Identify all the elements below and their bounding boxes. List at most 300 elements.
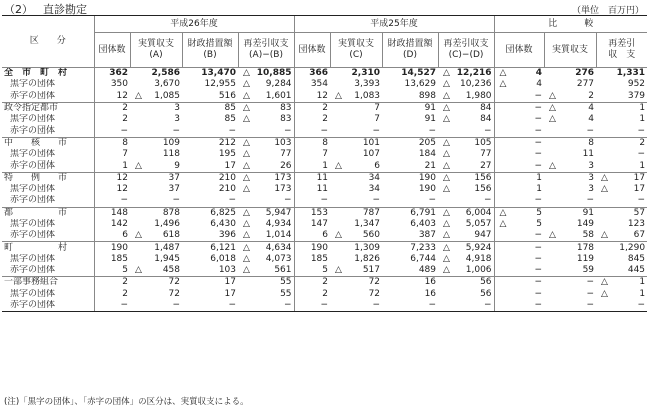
row-label bbox=[2, 184, 94, 195]
negative-marker: △ bbox=[243, 207, 250, 218]
table-cell bbox=[330, 68, 382, 80]
cell-value: 1 bbox=[536, 184, 543, 195]
negative-marker: △ bbox=[499, 219, 507, 229]
cell-value: 5 bbox=[122, 265, 128, 276]
table-cell bbox=[596, 277, 647, 289]
table-cell bbox=[494, 230, 544, 242]
table-cell bbox=[494, 184, 544, 195]
table-cell bbox=[438, 79, 494, 90]
table-cell bbox=[238, 289, 294, 300]
table-cell bbox=[330, 114, 382, 125]
negative-marker: △ bbox=[499, 68, 507, 79]
table-cell bbox=[238, 300, 294, 312]
cell-value: − bbox=[586, 195, 595, 206]
section-column-header: 区 分 bbox=[2, 16, 94, 68]
cell-value: 185 bbox=[310, 253, 329, 264]
cell-value: 3 bbox=[174, 103, 180, 114]
cell-value: − bbox=[228, 125, 236, 136]
cell-value: 379 bbox=[627, 90, 646, 101]
fy26-header: 平成26年度 bbox=[94, 16, 294, 33]
table-cell bbox=[330, 300, 382, 312]
cmp-col-header bbox=[544, 33, 596, 68]
cell-value: 1 bbox=[639, 277, 646, 288]
cell-value: 350 bbox=[110, 79, 128, 90]
table-cell bbox=[596, 230, 647, 242]
cell-value: − bbox=[534, 288, 543, 299]
cell-value: 3 bbox=[588, 184, 595, 195]
cell-value: 84 bbox=[480, 103, 492, 114]
table-cell bbox=[182, 172, 238, 184]
cell-value: 156 bbox=[474, 172, 492, 183]
table-cell bbox=[94, 149, 130, 160]
table-cell bbox=[544, 79, 596, 90]
table-cell bbox=[544, 265, 596, 277]
row-label bbox=[2, 195, 94, 207]
cell-value: 12 bbox=[316, 90, 329, 101]
table-row bbox=[2, 289, 647, 300]
table-cell bbox=[294, 102, 330, 114]
unit-label: （単位 百万円） bbox=[571, 6, 644, 16]
table-cell bbox=[494, 172, 544, 184]
table-cell bbox=[182, 289, 238, 300]
table-cell bbox=[494, 242, 544, 254]
cell-value: − bbox=[637, 300, 646, 311]
cell-value: 195 bbox=[218, 149, 236, 160]
table-cell bbox=[438, 137, 494, 149]
cell-value: 2,586 bbox=[151, 68, 180, 79]
row-label-text: 赤字の団体 bbox=[10, 300, 56, 311]
table-cell bbox=[544, 91, 596, 103]
negative-marker: △ bbox=[601, 288, 608, 299]
table-cell bbox=[238, 195, 294, 207]
row-label-text: 赤字の団体 bbox=[10, 230, 56, 241]
negative-marker: △ bbox=[443, 79, 450, 90]
table-cell bbox=[182, 230, 238, 242]
cell-value: − bbox=[534, 160, 543, 171]
negative-marker: △ bbox=[443, 149, 450, 160]
table-row bbox=[2, 242, 647, 254]
table-cell bbox=[382, 79, 438, 90]
cell-value: 277 bbox=[576, 79, 595, 90]
cell-value: 1 bbox=[639, 103, 646, 114]
table-cell bbox=[494, 149, 544, 160]
cell-value: 9 bbox=[174, 160, 180, 171]
table-cell bbox=[438, 242, 494, 254]
cell-value: − bbox=[320, 300, 329, 311]
col-header-sub: (A)−(B) bbox=[249, 50, 283, 60]
cell-value: 1 bbox=[536, 172, 543, 183]
row-label-text: 特 例 市 bbox=[4, 172, 68, 183]
table-cell bbox=[382, 172, 438, 184]
negative-marker: △ bbox=[243, 219, 250, 229]
table-cell bbox=[130, 265, 182, 277]
cell-value: 205 bbox=[418, 137, 437, 148]
cell-value: 2 bbox=[322, 288, 329, 299]
table-cell bbox=[238, 230, 294, 242]
table-cell bbox=[94, 207, 130, 219]
table-cell bbox=[438, 172, 494, 184]
fy25-header: 平成25年度 bbox=[294, 16, 494, 33]
cell-value: 123 bbox=[627, 219, 646, 229]
col-header-sub: (B) bbox=[203, 50, 217, 60]
negative-marker: △ bbox=[243, 172, 250, 183]
table-cell bbox=[494, 91, 544, 103]
row-label bbox=[2, 242, 94, 254]
table-cell bbox=[330, 219, 382, 230]
negative-marker: △ bbox=[243, 265, 250, 276]
table-cell bbox=[238, 277, 294, 289]
cell-value: 8 bbox=[588, 137, 595, 148]
cell-value: 1,945 bbox=[154, 253, 180, 264]
table-cell bbox=[596, 289, 647, 300]
cell-value: 6,121 bbox=[210, 242, 236, 253]
table-cell bbox=[330, 277, 382, 289]
table-cell bbox=[94, 102, 130, 114]
cell-value: − bbox=[120, 300, 128, 311]
table-cell bbox=[294, 289, 330, 300]
table-cell bbox=[438, 265, 494, 277]
table-cell bbox=[494, 160, 544, 172]
cell-value: 4,073 bbox=[265, 253, 292, 264]
cell-value: − bbox=[483, 125, 492, 136]
cell-value: 27 bbox=[480, 160, 492, 171]
cell-value: 67 bbox=[633, 230, 646, 241]
table-cell bbox=[544, 68, 596, 80]
negative-marker: △ bbox=[135, 160, 142, 171]
fy25-col-header bbox=[294, 33, 330, 68]
cell-value: − bbox=[534, 90, 543, 101]
negative-marker: △ bbox=[243, 242, 250, 253]
cell-value: − bbox=[534, 300, 543, 311]
cell-value: 878 bbox=[162, 207, 180, 218]
table-cell bbox=[94, 230, 130, 242]
col-header-name: 再差引 bbox=[608, 39, 636, 49]
table-cell bbox=[330, 137, 382, 149]
cell-value: 1 bbox=[122, 160, 128, 171]
section-number: （2） bbox=[4, 3, 33, 16]
cell-value: 56 bbox=[480, 288, 492, 299]
table-cell bbox=[494, 125, 544, 137]
table-cell bbox=[182, 114, 238, 125]
cell-value: 2 bbox=[322, 277, 329, 288]
table-cell bbox=[438, 300, 494, 312]
row-label-text: 黒字の団体 bbox=[10, 149, 56, 160]
cell-value: 4,934 bbox=[265, 219, 292, 229]
table-cell bbox=[294, 230, 330, 242]
cell-value: 147 bbox=[310, 219, 329, 229]
table-row bbox=[2, 125, 647, 137]
cell-value: − bbox=[172, 125, 180, 136]
table-cell bbox=[382, 91, 438, 103]
cell-value: 6,018 bbox=[210, 253, 236, 264]
table-cell bbox=[130, 125, 182, 137]
table-cell bbox=[382, 149, 438, 160]
cell-value: 142 bbox=[110, 219, 128, 229]
cell-value: 4 bbox=[536, 79, 543, 90]
cell-value: 2 bbox=[322, 114, 329, 125]
table-cell bbox=[130, 68, 182, 80]
table-cell bbox=[382, 137, 438, 149]
cell-value: 85 bbox=[224, 114, 236, 125]
cell-value: − bbox=[228, 195, 236, 206]
table-cell bbox=[130, 195, 182, 207]
cell-value: 787 bbox=[362, 207, 381, 218]
negative-marker: △ bbox=[135, 90, 142, 101]
table-cell bbox=[544, 172, 596, 184]
cell-value: 6,004 bbox=[465, 207, 492, 218]
table-cell bbox=[330, 149, 382, 160]
cell-value: − bbox=[534, 195, 543, 206]
table-cell bbox=[382, 289, 438, 300]
row-label bbox=[2, 68, 94, 80]
col-header-name: 財政措置額 bbox=[387, 39, 433, 49]
cell-value: 6,403 bbox=[410, 219, 437, 229]
table-cell bbox=[94, 68, 130, 80]
cell-value: 10,885 bbox=[256, 68, 292, 79]
cell-value: 149 bbox=[576, 219, 595, 229]
cell-value: 12 bbox=[116, 90, 128, 101]
table-cell bbox=[238, 172, 294, 184]
cell-value: − bbox=[172, 195, 180, 206]
table-cell bbox=[130, 102, 182, 114]
cell-value: 212 bbox=[218, 137, 236, 148]
cell-value: 276 bbox=[575, 68, 595, 79]
table-cell bbox=[494, 300, 544, 312]
cell-value: 12,955 bbox=[204, 79, 236, 90]
table-cell bbox=[294, 219, 330, 230]
table-cell bbox=[596, 160, 647, 172]
table-cell bbox=[494, 254, 544, 265]
table-cell bbox=[596, 137, 647, 149]
table-cell bbox=[596, 125, 647, 137]
cell-value: 445 bbox=[627, 265, 646, 276]
cell-value: − bbox=[586, 288, 595, 299]
negative-marker: △ bbox=[443, 172, 450, 183]
cell-value: − bbox=[120, 195, 128, 206]
table-cell bbox=[182, 300, 238, 312]
cell-value: 190 bbox=[310, 242, 329, 253]
negative-marker: △ bbox=[443, 253, 450, 264]
cell-value: 184 bbox=[418, 149, 437, 160]
table-cell bbox=[596, 91, 647, 103]
table-cell bbox=[130, 207, 182, 219]
table-cell bbox=[130, 230, 182, 242]
cell-value: − bbox=[428, 125, 437, 136]
table-cell bbox=[438, 125, 494, 137]
negative-marker: △ bbox=[243, 103, 250, 114]
cell-value: − bbox=[483, 300, 492, 311]
cell-value: − bbox=[637, 195, 646, 206]
cell-value: 55 bbox=[280, 277, 292, 288]
table-cell bbox=[494, 207, 544, 219]
cell-value: 2 bbox=[122, 114, 128, 125]
table-cell bbox=[182, 125, 238, 137]
table-cell bbox=[596, 254, 647, 265]
row-label bbox=[2, 149, 94, 160]
cell-value: 12,216 bbox=[456, 68, 492, 79]
cmp-col-header bbox=[494, 33, 544, 68]
negative-marker: △ bbox=[549, 90, 556, 101]
cell-value: − bbox=[586, 277, 595, 288]
table-cell bbox=[596, 207, 647, 219]
cell-value: 517 bbox=[362, 265, 381, 276]
table-cell bbox=[130, 149, 182, 160]
table-cell bbox=[544, 195, 596, 207]
cell-value: 1,085 bbox=[154, 90, 180, 101]
row-label-text: 一部事務組合 bbox=[4, 277, 59, 288]
cell-value: 178 bbox=[576, 242, 595, 253]
negative-marker: △ bbox=[243, 79, 250, 90]
fy26-col-header bbox=[182, 33, 238, 68]
cell-value: 5,924 bbox=[465, 242, 492, 253]
table-cell bbox=[494, 195, 544, 207]
table-cell bbox=[238, 265, 294, 277]
cell-value: 1,014 bbox=[265, 230, 292, 241]
table-cell bbox=[494, 114, 544, 125]
table-row bbox=[2, 79, 647, 90]
row-label-text: 黒字の団体 bbox=[10, 219, 56, 229]
table-row bbox=[2, 300, 647, 312]
cell-value: 362 bbox=[109, 68, 128, 79]
cell-value: 11 bbox=[582, 149, 595, 160]
row-label-text: 黒字の団体 bbox=[10, 184, 56, 195]
cell-value: 6,825 bbox=[210, 207, 236, 218]
cell-value: 1,006 bbox=[465, 265, 492, 276]
row-label bbox=[2, 207, 94, 219]
table-cell bbox=[94, 254, 130, 265]
cell-value: 1,980 bbox=[465, 90, 492, 101]
table-cell bbox=[94, 79, 130, 90]
table-cell bbox=[438, 254, 494, 265]
table-cell bbox=[94, 277, 130, 289]
negative-marker: △ bbox=[443, 184, 450, 195]
row-label bbox=[2, 125, 94, 137]
negative-marker: △ bbox=[443, 137, 450, 148]
table-cell bbox=[130, 242, 182, 254]
cell-value: 210 bbox=[218, 172, 236, 183]
table-cell bbox=[596, 242, 647, 254]
cell-value: 898 bbox=[418, 90, 437, 101]
table-cell bbox=[182, 184, 238, 195]
negative-marker: △ bbox=[499, 207, 507, 218]
cell-value: 618 bbox=[162, 230, 180, 241]
table-row bbox=[2, 195, 647, 207]
table-cell bbox=[294, 114, 330, 125]
row-label-text: 赤字の団体 bbox=[10, 265, 56, 276]
cell-value: 7,233 bbox=[410, 242, 437, 253]
table-cell bbox=[294, 277, 330, 289]
table-row bbox=[2, 114, 647, 125]
negative-marker: △ bbox=[443, 68, 450, 79]
table-cell bbox=[494, 68, 544, 80]
cell-value: 13,629 bbox=[404, 79, 437, 90]
cell-value: 37 bbox=[168, 172, 180, 183]
cell-value: 55 bbox=[280, 288, 292, 299]
cell-value: 83 bbox=[280, 114, 292, 125]
negative-marker: △ bbox=[499, 79, 507, 90]
cell-value: − bbox=[372, 195, 381, 206]
table-cell bbox=[130, 184, 182, 195]
cell-value: 72 bbox=[168, 277, 180, 288]
row-label bbox=[2, 172, 94, 184]
table-cell bbox=[382, 195, 438, 207]
cell-value: − bbox=[534, 265, 543, 276]
table-cell bbox=[438, 219, 494, 230]
cell-value: − bbox=[483, 195, 492, 206]
cell-value: 516 bbox=[218, 90, 236, 101]
negative-marker: △ bbox=[601, 172, 608, 183]
table-cell bbox=[544, 149, 596, 160]
table-cell bbox=[94, 219, 130, 230]
cell-value: 26 bbox=[280, 160, 292, 171]
cell-value: 1,083 bbox=[354, 90, 381, 101]
table-cell bbox=[438, 289, 494, 300]
cell-value: 4 bbox=[588, 114, 595, 125]
table-row bbox=[2, 254, 647, 265]
footnote: (注)「黒字の団体」、「赤字の団体」の区分は、実質収支による。 bbox=[4, 397, 249, 407]
cell-value: 11 bbox=[316, 184, 329, 195]
cell-value: 16 bbox=[424, 288, 437, 299]
cell-value: 561 bbox=[274, 265, 292, 276]
table-cell bbox=[94, 300, 130, 312]
row-label-text: 黒字の団体 bbox=[10, 79, 56, 90]
cell-value: 947 bbox=[474, 230, 492, 241]
cell-value: − bbox=[637, 149, 646, 160]
table-cell bbox=[596, 79, 647, 90]
table-cell bbox=[596, 114, 647, 125]
table-cell bbox=[382, 102, 438, 114]
row-label-text: 全 市 町 村 bbox=[4, 68, 68, 79]
cell-value: 4,634 bbox=[265, 242, 292, 253]
table-cell bbox=[182, 79, 238, 90]
table-cell bbox=[438, 102, 494, 114]
table-cell bbox=[238, 149, 294, 160]
cell-value: 58 bbox=[582, 230, 595, 241]
cell-value: 1,487 bbox=[154, 242, 180, 253]
cell-value: 59 bbox=[582, 265, 595, 276]
table-cell bbox=[182, 149, 238, 160]
table-cell bbox=[494, 289, 544, 300]
cell-value: 12 bbox=[116, 184, 128, 195]
negative-marker: △ bbox=[443, 114, 450, 125]
table-cell bbox=[330, 265, 382, 277]
table-cell bbox=[294, 160, 330, 172]
table-cell bbox=[596, 102, 647, 114]
cell-value: 3,670 bbox=[154, 79, 180, 90]
cell-value: − bbox=[534, 103, 543, 114]
table-cell bbox=[382, 254, 438, 265]
row-label-text: 中 核 市 bbox=[4, 137, 68, 148]
table-cell bbox=[294, 195, 330, 207]
cell-value: 37 bbox=[168, 184, 180, 195]
col-header-name: 再差引収支 bbox=[443, 39, 489, 49]
table-cell bbox=[596, 184, 647, 195]
table-cell bbox=[130, 219, 182, 230]
row-label bbox=[2, 137, 94, 149]
table-cell bbox=[94, 137, 130, 149]
negative-marker: △ bbox=[243, 184, 250, 195]
cell-value: 119 bbox=[576, 253, 595, 264]
table-cell bbox=[544, 160, 596, 172]
cell-value: 101 bbox=[362, 137, 381, 148]
cell-value: − bbox=[534, 114, 543, 125]
cell-value: 72 bbox=[368, 277, 381, 288]
col-header-sub: (A) bbox=[149, 50, 163, 60]
negative-marker: △ bbox=[549, 160, 556, 171]
cell-value: 6,430 bbox=[210, 219, 236, 229]
cell-value: 91 bbox=[424, 114, 437, 125]
table-cell bbox=[182, 219, 238, 230]
